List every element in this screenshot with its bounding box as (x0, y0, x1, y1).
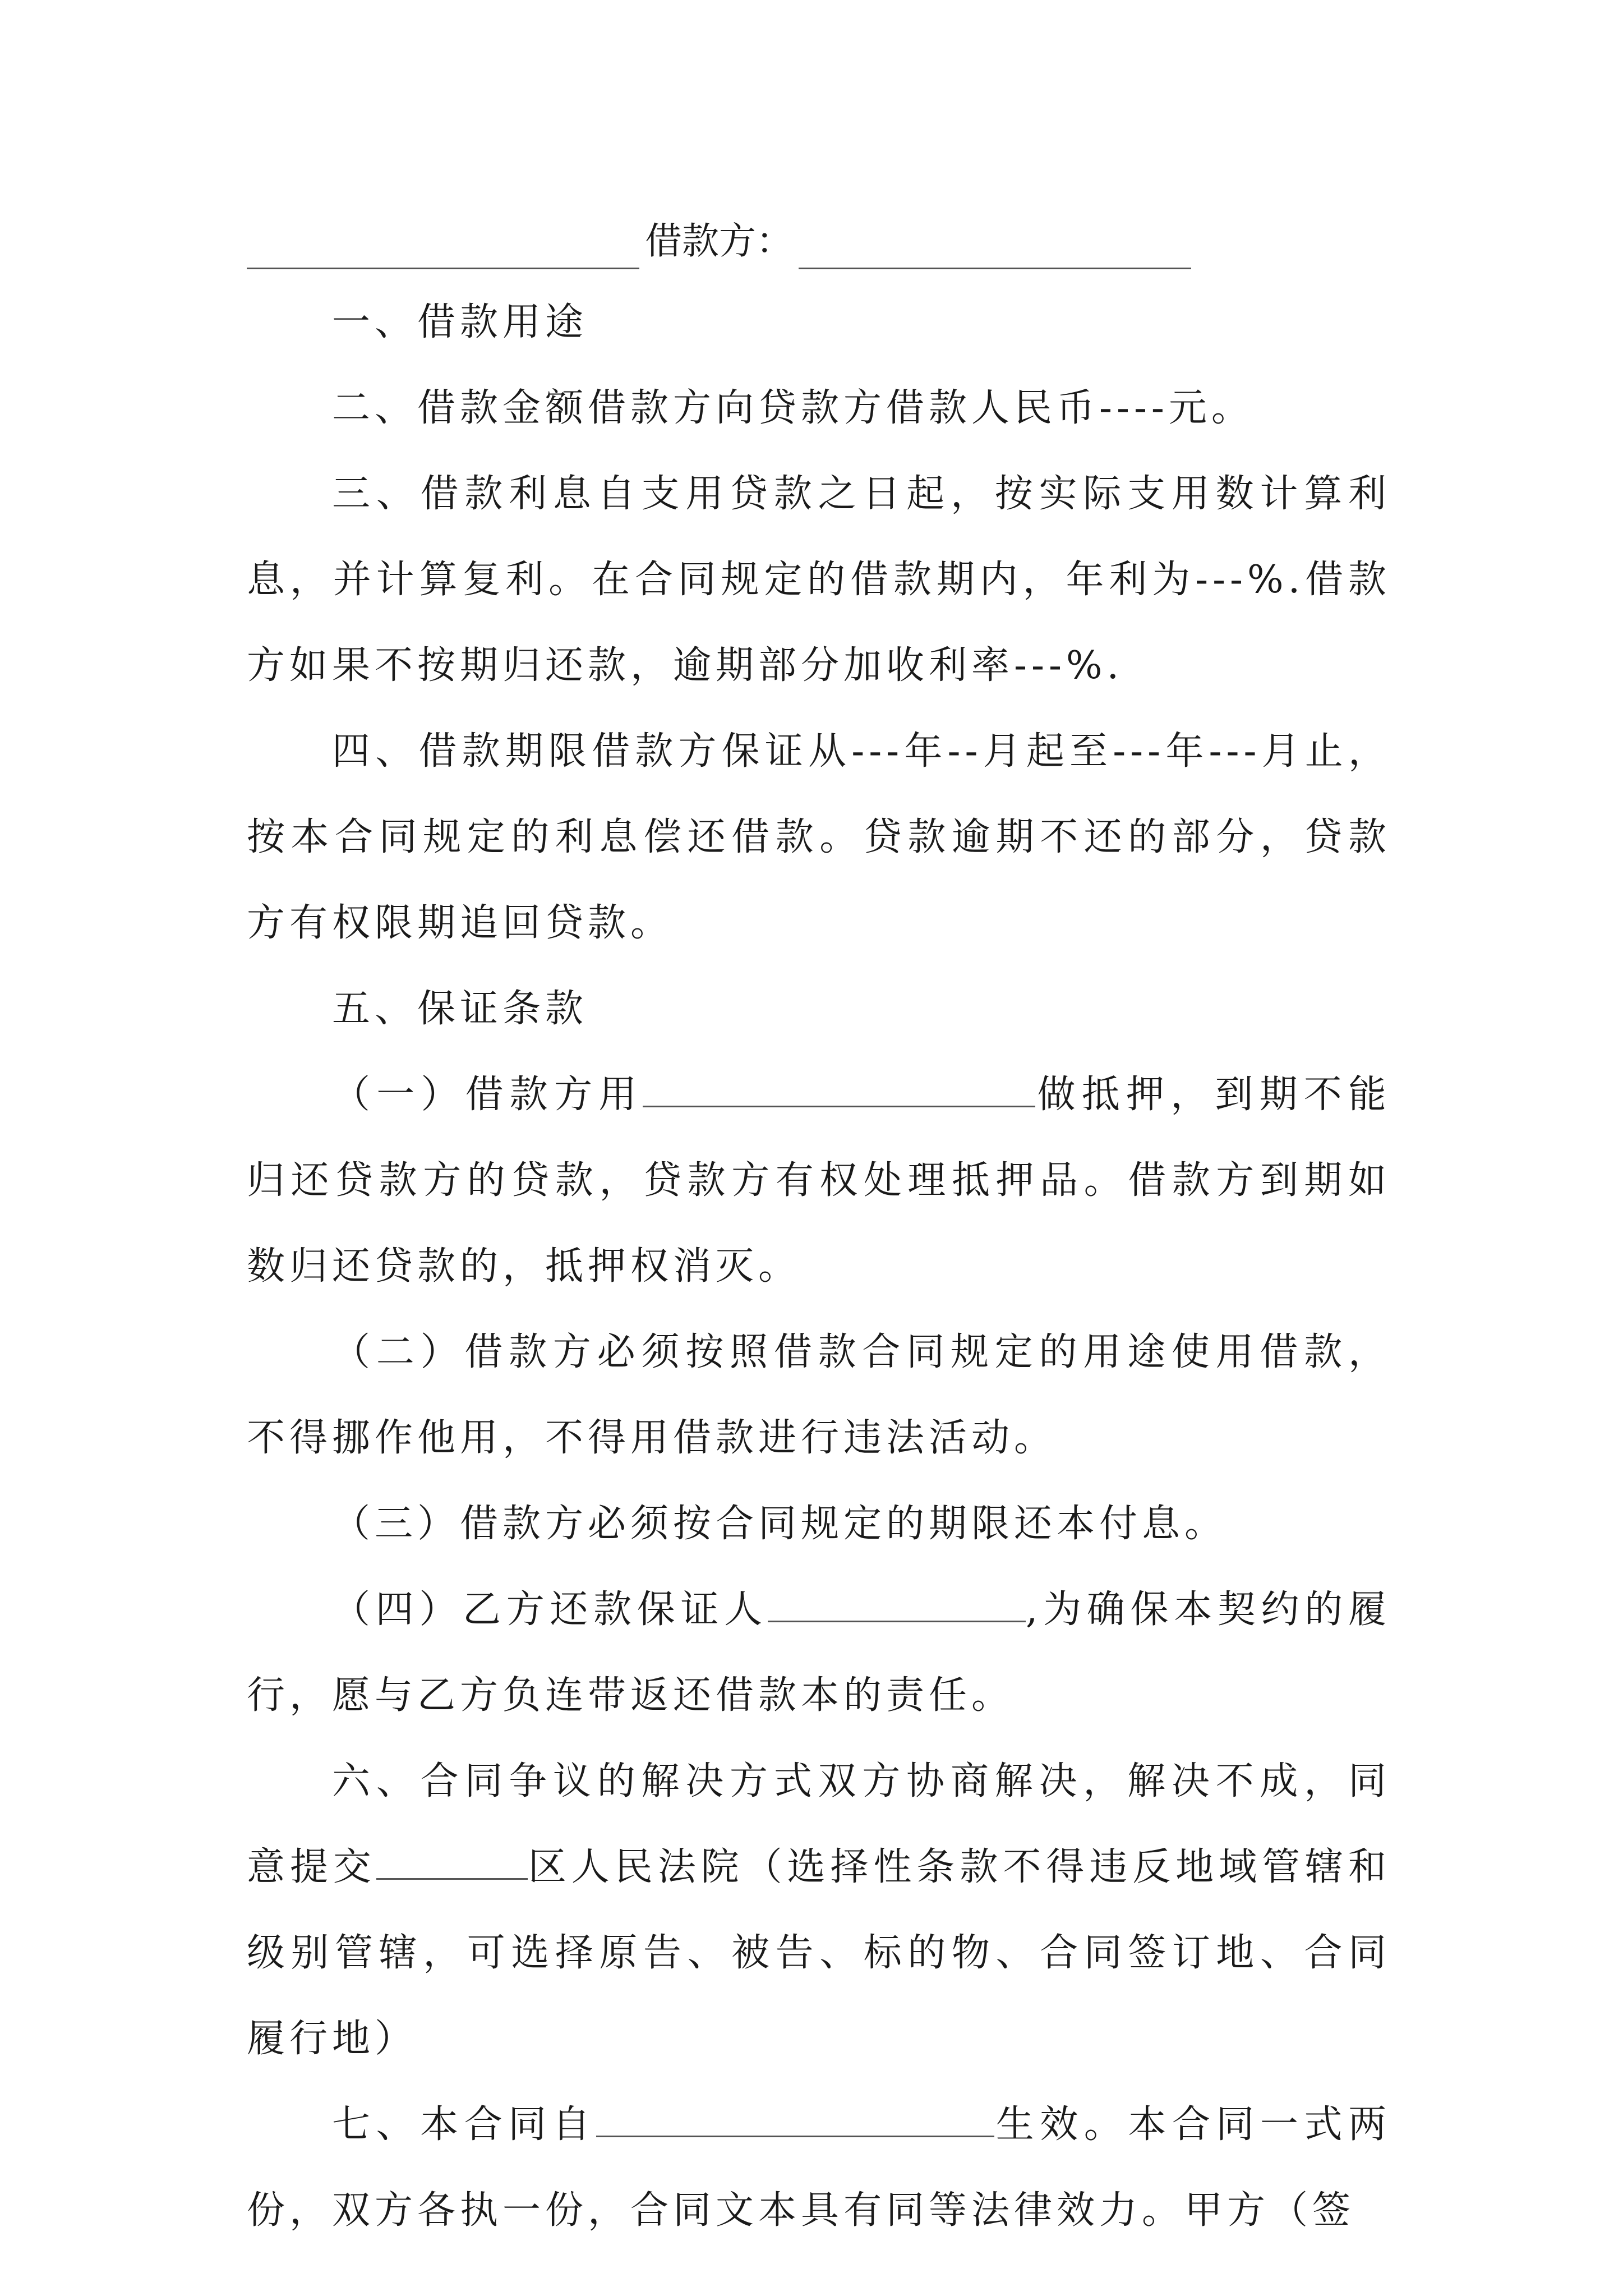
guarantor-blank (768, 1587, 1026, 1622)
clause-guarantee-4-start: （四）乙方还款保证人 (332, 1588, 768, 1632)
clause-guarantee-4 (247, 1567, 1391, 1738)
clause-guarantee-1-end: 做抵押，到期不能归还贷款方的贷款，贷款方有权处理抵押品。借款方到期如数归还贷款的，抵押权消灭。 (247, 1073, 1391, 1289)
clause-effective (247, 2082, 1391, 2253)
clause-dispute-end: 区人民法院（选择性条款不得违反地域管辖和级别管辖，可选择原告、被告、标的物、合同签订地、合同履行地） (247, 1845, 1391, 2061)
borrower-label: 借款方： (645, 219, 793, 263)
clause-interest: 三、借款利息自支用贷款之日起，按实际支用数计算利息，并计算复利。在合同规定的借款期内，年利为---%.借款方如果不按期归还款，逾期部分加收利率---%. (247, 472, 1391, 688)
clause-dispute (247, 1738, 1391, 2082)
clause-effective-end: 生效。本合同一式两份，双方各执一份，合同文本具有同等法律效力。甲方（签 (247, 2102, 1391, 2233)
contract-page (247, 208, 1391, 2253)
borrower-blank (799, 234, 1191, 269)
clause-guarantee-3: （三）借款方必须按合同规定的期限还本付息。 (332, 1502, 1228, 1546)
clause-effective-start: 七、本合同自 (332, 2102, 597, 2147)
clause-guarantee-1-start: （一）借款方用 (332, 1073, 643, 1117)
clause-guarantee-4-end: ,为确保本契约的履行，愿与乙方负连带返还借款本的责任。 (247, 1588, 1391, 1718)
clause-guarantee-1 (247, 1052, 1391, 1309)
court-blank (376, 1844, 528, 1880)
borrower-header (247, 208, 1391, 269)
collateral-blank (643, 1072, 1035, 1107)
clause-term: 四、借款期限借款方保证从---年--月起至---年---月止，按本合同规定的利息偿还借款。贷款逾期不还的部分，贷款方有权限期追回贷款。 (247, 729, 1391, 945)
clause-guarantee-2: （二）借款方必须按照借款合同规定的用途使用借款，不得挪作他用，不得用借款进行违法活动。 (247, 1330, 1391, 1460)
clause-guarantee: 五、保证条款 (332, 987, 588, 1031)
clause-purpose: 一、借款用途 (332, 300, 588, 344)
clause-dispute-start: 六、合同争议的解决方式双方协商解决，解决不成，同意提交 (247, 1759, 1391, 1889)
clause-amount: 二、借款金额借款方向贷款方借款人民币----元。 (332, 386, 1254, 430)
effective-date-blank (596, 2102, 994, 2137)
lender-blank (247, 234, 639, 269)
